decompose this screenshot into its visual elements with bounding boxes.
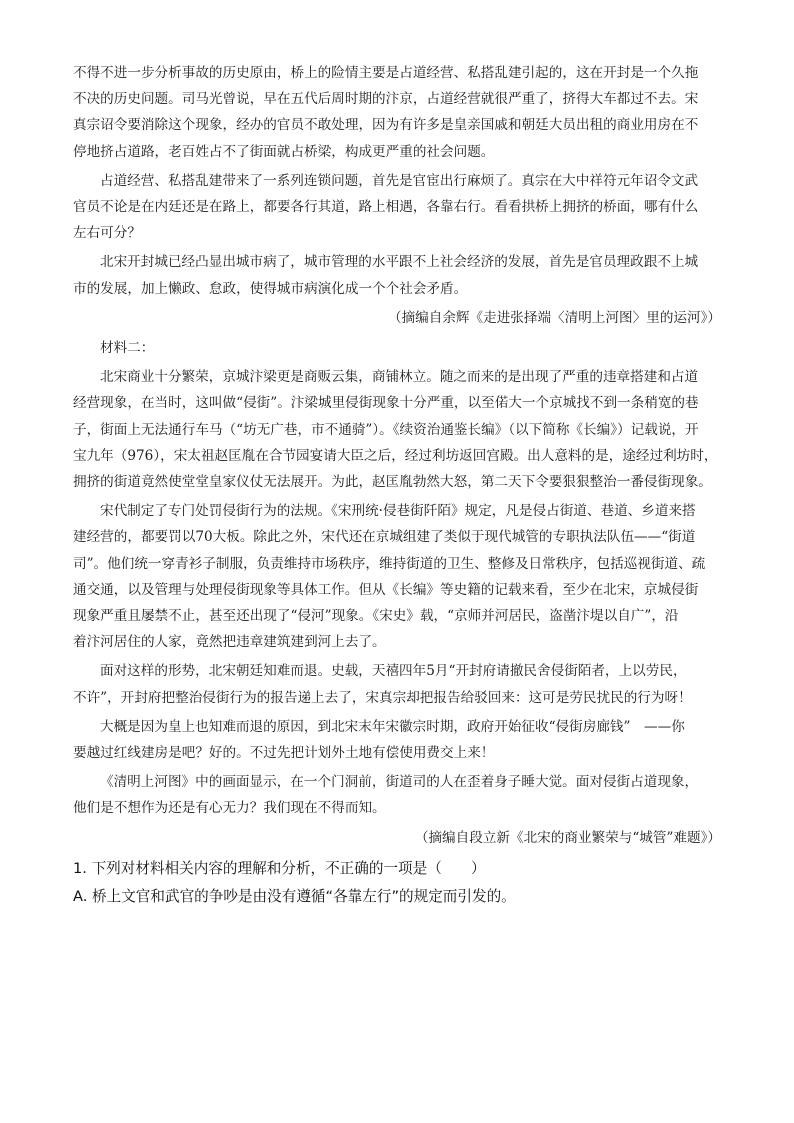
material2-label: 材料二：: [100, 340, 155, 357]
text-line: 左右可分？: [73, 225, 141, 242]
text-line: 占道经营、私搭乱建带来了一系列连锁问题，首先是官宦出行麻烦了。真宗在大中祥符元年诏令文武: [100, 172, 699, 189]
text-line: 官员不论是在内廷还是在路上，都要各行其道，路上相遇，各靠右行。看看拱桥上拥挤的桥面，哪有什么: [73, 199, 699, 216]
material1-paragraph-1: [73, 60, 733, 165]
text-line: 不决的历史问题。司马光曾说，早在五代后周时期的汴京，占道经营就很严重了，挤得大车都过不去。宋: [73, 91, 699, 108]
text-line: 拥挤的街道竟然使堂堂皇家仪仗无法展开。为此，赵匡胤勃然大怒，第二天下令要狠狠整治一番侵街现象。: [73, 474, 712, 491]
text-line: 司”。他们统一穿青衫子制服，负责维持市场秩序，维持街道的卫生、整修及日常秩序，包括巡视街道、疏: [73, 555, 706, 572]
material1-paragraph-3: [73, 249, 733, 301]
text-line: 经营现象，在当时，这叫做“侵街”。汴梁城里侵街现象十分严重，以至偌大一个京城找不到一条稍宽的巷: [73, 395, 699, 412]
material1-paragraph-2: [73, 168, 733, 247]
text-line: 不得不进一步分析事故的历史原由，桥上的险情主要是占道经营、私搭乱建引起的，这在开封是一个久拖: [73, 65, 699, 81]
text-line: 不许”，开封府把整治侵街行为的报告递上去了，宋真宗却把报告给驳回来：这可是劳民扰民的行为呀！: [73, 689, 692, 706]
text-line: 面对这样的形势，北宋朝廷知难而退。史载，天禧四年5月“开封府请撤民舍侵街陌者，上以劳民，: [100, 663, 687, 680]
text-line: 北宋开封城已经凸显出城市病了，城市管理的水平跟不上社会经济的发展，首先是官员理政跟不上城: [100, 254, 699, 271]
material1-source: （摘编自余辉《走进张择端〈清明上河图〉里的运河》）: [387, 309, 721, 326]
text-line: 市的发展，加上懒政、怠政，使得城市病演化成一个个社会矛盾。: [73, 280, 468, 297]
material2-paragraph-5: [73, 769, 733, 821]
question-1-option-a[interactable]: A. 桥上文官和武官的争吵是由没有遵循“各靠左行”的规定而引发的。: [73, 887, 516, 905]
document-content: [73, 60, 733, 911]
text-line: 子，街面上无法通行车马（“坊无广巷，市不通骑”）。《续资治通鉴长编》（以下简称《长编》）记载说，开: [73, 421, 699, 438]
text-line: 大概是因为皇上也知难而退的原因，到北宋末年宋徽宗时期，政府开始征收“侵街房廊钱” ——你: [100, 718, 685, 735]
text-line: 通交通，以及管理与处理侵街现象等具体工作。但从《长编》等史籍的记载来看，至少在北宋，京城侵街: [73, 581, 699, 598]
text-line: 他们是不想作为还是有心无力？我们现在不得而知。: [73, 800, 386, 817]
material2-source: （摘编自段立新《北宋的商业繁荣与“城管”难题》）: [414, 829, 721, 846]
material2-paragraph-2: [73, 498, 733, 655]
material2-paragraph-4: [73, 714, 733, 766]
text-line: 要越过红线建房是吧？好的。不过先把计划外土地有偿使用费交上来！: [73, 745, 495, 762]
text-line: 《清明上河图》中的画面显示，在一个门洞前，街道司的人在歪着身子睡大觉。面对侵街占道现象，: [100, 774, 699, 791]
text-line: 北宋商业十分繁荣，京城汴梁更是商贩云集，商铺林立。随之而来的是出现了严重的违章搭建和占道: [100, 369, 699, 386]
question-1-stem: 1. 下列对材料相关内容的理解和分析，不正确的一项是（ ）: [73, 859, 486, 877]
text-line: 宋代制定了专门处罚侵街行为的法规。《宋刑统·侵巷街阡陌》规定，凡是侵占街道、巷道、乡道来搭: [100, 503, 696, 520]
text-line: 着汴河居住的人家，竟然把违章建筑建到河上去了。: [73, 634, 386, 651]
text-line: 现象严重且屡禁不止，甚至还出现了“侵河”现象。《宋史》载，“京师并河居民，盗凿汴堤以自广”，沿: [73, 608, 679, 625]
text-line: 宝九年（976），宋太祖赵匡胤在合节园宴请大臣之后，经过利坊返回宫殿。出人意料的是，途经过利坊时，: [73, 447, 718, 464]
material2-paragraph-3: [73, 658, 733, 710]
text-line: 建经营的，都要罚以70大板。除此之外，宋代还在京城组建了类似于现代城管的专职执法队伍——“街道: [73, 529, 696, 546]
text-line: 真宗诏令要消除这个现象，经办的官员不敢处理，因为有许多是皇亲国戚和朝廷大员出租的商业用房在不: [73, 117, 699, 134]
text-line: 停地挤占道路，老百姓占不了街面就占桥梁，构成更严重的社会问题。: [73, 143, 495, 160]
material2-paragraph-1: [73, 364, 733, 495]
